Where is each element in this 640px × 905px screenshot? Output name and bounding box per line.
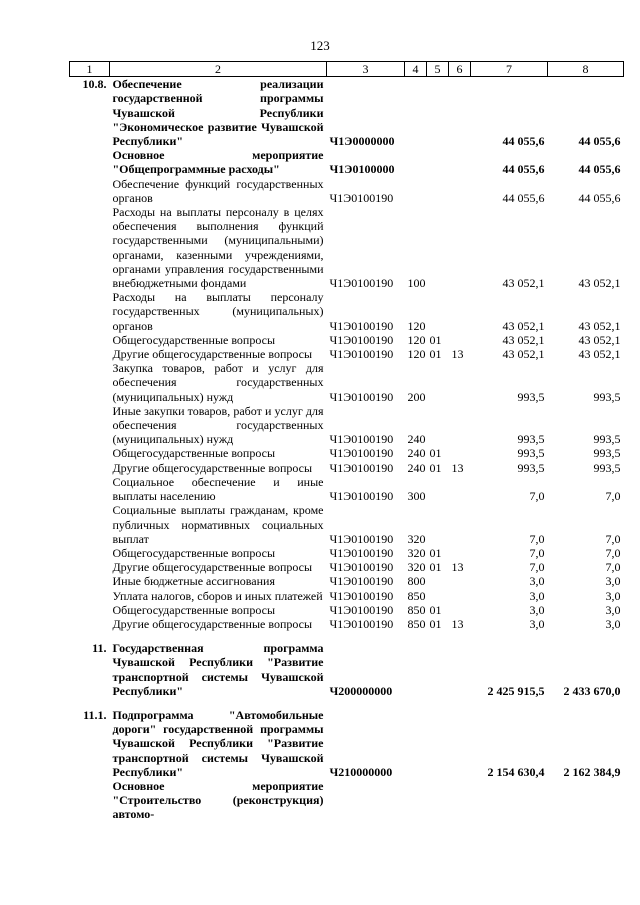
row-name: Государственная программа Чувашской Республики "Развитие транспортной системы Чувашской Республики" [112, 641, 324, 698]
section: 01 [429, 446, 442, 461]
section [427, 503, 449, 546]
section: 01 [429, 347, 442, 362]
expense-type [405, 641, 427, 698]
target-code: Ч1Э0100190 [329, 460, 394, 475]
row-name: Основное мероприятие "Общепрограммные расходы" [112, 148, 324, 177]
target-code: Ч210000000 [329, 764, 393, 779]
subsection [449, 290, 471, 333]
amount-col8: 43 052,1 [578, 347, 621, 362]
table-row [70, 779, 624, 822]
row-name: Другие общегосударственные вопросы [112, 347, 313, 362]
subsection [449, 603, 471, 617]
target-code: Ч1Э0100190 [329, 432, 394, 447]
row-number [70, 560, 110, 574]
amount-col8: 7,0 [605, 560, 621, 575]
expense-type: 240 [407, 446, 426, 461]
amount-col7 [471, 779, 548, 822]
subsection [449, 589, 471, 603]
amount-col8: 993,5 [593, 446, 621, 461]
expense-type: 120 [407, 332, 426, 347]
row-number [70, 347, 110, 361]
subsection [449, 333, 471, 347]
expense-type: 320 [407, 545, 426, 560]
table-row [70, 503, 624, 546]
section [427, 290, 449, 333]
section: 01 [429, 616, 442, 631]
spacer-row [70, 631, 624, 641]
amount-col8: 3,0 [605, 574, 621, 589]
amount-col8 [548, 779, 624, 822]
amount-col8: 44 055,6 [578, 190, 621, 205]
row-number: 11. [92, 641, 107, 656]
spacer-cell [70, 631, 624, 641]
row-number [70, 446, 110, 460]
expense-type: 300 [407, 489, 426, 504]
amount-col7: 44 055,6 [502, 134, 545, 149]
page-number: 123 [310, 38, 330, 53]
table-row [70, 589, 624, 603]
section [427, 205, 449, 290]
subsection [449, 77, 471, 149]
amount-col7: 43 052,1 [502, 276, 545, 291]
target-code: Ч1Э0100190 [329, 347, 394, 362]
amount-col7: 44 055,6 [502, 190, 545, 205]
row-name: Закупка товаров, работ и услуг для обеспечения государственных (муниципальных) нужд [112, 361, 324, 404]
target-code: Ч1Э0100190 [329, 602, 394, 617]
subsection [449, 708, 471, 779]
subsection [449, 546, 471, 560]
expense-type: 120 [407, 318, 426, 333]
table-row [70, 77, 624, 149]
column-header: 4 [405, 62, 427, 77]
amount-col7: 993,5 [517, 460, 545, 475]
expense-type [405, 148, 427, 176]
amount-col7: 7,0 [529, 560, 545, 575]
amount-col7: 43 052,1 [502, 332, 545, 347]
spacer-cell [70, 698, 624, 708]
subsection: 13 [451, 347, 464, 362]
expense-type [405, 708, 427, 779]
row-number [70, 779, 110, 822]
section [427, 708, 449, 779]
amount-col8: 44 055,6 [578, 134, 621, 149]
row-number [70, 589, 110, 603]
table-row [70, 347, 624, 361]
amount-col8: 993,5 [593, 432, 621, 447]
row-name: Обеспечение функций государственных органов [112, 176, 324, 205]
column-header: 8 [548, 62, 624, 77]
row-name: Другие общегосударственные вопросы [112, 560, 313, 575]
expense-type [405, 177, 427, 205]
expense-type: 850 [407, 588, 426, 603]
amount-col8: 7,0 [605, 531, 621, 546]
target-code: Ч1Э0100190 [329, 332, 394, 347]
amount-col8: 993,5 [593, 460, 621, 475]
target-code: Ч1Э0100190 [329, 276, 394, 291]
row-name: Общегосударственные вопросы [112, 602, 276, 617]
row-name: Расходы на выплаты персоналу в целях обеспечения выполнения функций государственными (муниципальными) органами, казенными учреждениями, органами управления государственными внебюджетными фондами [112, 205, 324, 291]
row-name: Обеспечение реализации государственной программы Чувашской Республики "Экономическое развитие Чувашской Республики" [112, 77, 324, 149]
row-number [70, 290, 110, 333]
row-name: Социальные выплаты гражданам, кроме публичных нормативных социальных выплат [112, 503, 324, 546]
target-code: Ч1Э0100190 [329, 446, 394, 461]
expense-type [405, 77, 427, 149]
subsection: 13 [451, 560, 464, 575]
expense-type: 850 [407, 616, 426, 631]
expense-type: 240 [407, 460, 426, 475]
target-code: Ч1Э0100190 [329, 545, 394, 560]
target-code: Ч1Э0000000 [329, 134, 395, 149]
target-code: Ч1Э0100190 [329, 616, 394, 631]
row-name: Подпрограмма "Автомобильные дороги" государственной программы Чувашской Республики "Развитие транспортной системы Чувашской Республики" [112, 707, 324, 779]
section [427, 475, 449, 503]
row-number [70, 503, 110, 546]
amount-col8: 43 052,1 [578, 318, 621, 333]
amount-col8: 2 162 384,9 [563, 764, 621, 779]
subsection [449, 404, 471, 447]
section [427, 641, 449, 698]
amount-col7: 3,0 [529, 588, 545, 603]
row-number [70, 546, 110, 560]
table-row [70, 361, 624, 404]
section: 01 [429, 545, 442, 560]
target-code: Ч1Э0100190 [329, 560, 394, 575]
section [427, 404, 449, 447]
row-number: 10.8. [82, 77, 107, 92]
column-header: 3 [327, 62, 405, 77]
section [427, 361, 449, 404]
target-code: Ч1Э0100190 [329, 489, 394, 504]
amount-col8: 3,0 [605, 602, 621, 617]
subsection [449, 779, 471, 822]
row-number [70, 148, 110, 176]
row-number: 11.1. [83, 707, 107, 722]
amount-col8: 44 055,6 [578, 162, 621, 177]
table-header-row [70, 62, 624, 77]
table-row [70, 546, 624, 560]
row-number [70, 603, 110, 617]
amount-col7: 3,0 [529, 616, 545, 631]
column-header: 1 [70, 62, 110, 77]
table-row [70, 475, 624, 503]
budget-table [69, 61, 624, 822]
amount-col8: 3,0 [605, 616, 621, 631]
subsection [449, 446, 471, 460]
row-name: Общегосударственные вопросы [112, 545, 276, 560]
section [427, 589, 449, 603]
target-code: Ч1Э0100000 [329, 162, 395, 177]
row-number [70, 333, 110, 347]
section: 01 [429, 460, 442, 475]
subsection [449, 361, 471, 404]
subsection [449, 503, 471, 546]
amount-col7: 2 425 915,5 [487, 683, 545, 698]
column-header: 7 [471, 62, 548, 77]
row-number [70, 475, 110, 503]
subsection [449, 205, 471, 290]
amount-col7: 993,5 [517, 432, 545, 447]
row-number [70, 205, 110, 290]
section [427, 177, 449, 205]
target-code: Ч1Э0100190 [329, 190, 394, 205]
subsection: 13 [451, 616, 464, 631]
amount-col8: 7,0 [605, 489, 621, 504]
subsection [449, 177, 471, 205]
amount-col8: 2 433 670,0 [563, 683, 621, 698]
target-code: Ч1Э0100190 [329, 531, 394, 546]
expense-type: 320 [407, 560, 426, 575]
target-code: Ч1Э0100190 [329, 389, 394, 404]
column-header: 6 [449, 62, 471, 77]
expense-type [405, 779, 427, 822]
table-row [70, 333, 624, 347]
row-name: Общегосударственные вопросы [112, 446, 276, 461]
row-number [70, 461, 110, 475]
subsection [449, 574, 471, 588]
amount-col7: 7,0 [529, 531, 545, 546]
table-row [70, 177, 624, 205]
amount-col7: 43 052,1 [502, 347, 545, 362]
row-name: Иные бюджетные ассигнования [112, 574, 275, 589]
spacer-row [70, 698, 624, 708]
table-row [70, 148, 624, 176]
section [427, 574, 449, 588]
amount-col8: 3,0 [605, 588, 621, 603]
expense-type: 200 [407, 389, 426, 404]
amount-col8: 7,0 [605, 545, 621, 560]
table-row [70, 708, 624, 779]
section: 01 [429, 332, 442, 347]
row-number [70, 404, 110, 447]
expense-type: 100 [407, 276, 426, 291]
section: 01 [429, 602, 442, 617]
amount-col7: 3,0 [529, 574, 545, 589]
amount-col8: 993,5 [593, 389, 621, 404]
section [427, 148, 449, 176]
table-row [70, 461, 624, 475]
expense-type: 320 [407, 531, 426, 546]
table-row [70, 603, 624, 617]
expense-type: 120 [407, 347, 426, 362]
table-row [70, 574, 624, 588]
row-name: Иные закупки товаров, работ и услуг для обеспечения государственных (муниципальных) нужд [112, 403, 324, 447]
target-code [327, 779, 405, 822]
subsection: 13 [451, 460, 464, 475]
section: 01 [429, 560, 442, 575]
table-row [70, 446, 624, 460]
amount-col7: 2 154 630,4 [487, 764, 545, 779]
section [427, 779, 449, 822]
row-number [70, 617, 110, 631]
amount-col7: 7,0 [529, 545, 545, 560]
target-code: Ч1Э0100190 [329, 574, 394, 589]
table-row [70, 205, 624, 290]
amount-col7: 7,0 [529, 489, 545, 504]
row-name: Другие общегосударственные вопросы [112, 616, 313, 631]
target-code: Ч1Э0100190 [329, 588, 394, 603]
column-header: 2 [110, 62, 327, 77]
table-row [70, 617, 624, 631]
table-row [70, 641, 624, 698]
row-name: Другие общегосударственные вопросы [112, 460, 313, 475]
table-row [70, 404, 624, 447]
amount-col8: 43 052,1 [578, 276, 621, 291]
subsection [449, 641, 471, 698]
amount-col7: 43 052,1 [502, 318, 545, 333]
amount-col7: 993,5 [517, 389, 545, 404]
expense-type: 240 [407, 432, 426, 447]
row-name: Общегосударственные вопросы [112, 332, 276, 347]
row-name: Уплата налогов, сборов и иных платежей [112, 588, 323, 603]
table-row [70, 560, 624, 574]
row-name: Расходы на выплаты персоналу государственных (муниципальных) органов [112, 290, 324, 333]
target-code: Ч1Э0100190 [329, 318, 394, 333]
row-number [70, 574, 110, 588]
expense-type: 850 [407, 602, 426, 617]
row-name: Основное мероприятие "Строительство (реконструкция) автомо- [112, 778, 324, 822]
amount-col7: 993,5 [517, 446, 545, 461]
amount-col7: 44 055,6 [502, 162, 545, 177]
column-header: 5 [427, 62, 449, 77]
row-name: Социальное обеспечение и иные выплаты населению [112, 474, 324, 504]
table-row [70, 290, 624, 333]
amount-col8: 43 052,1 [578, 332, 621, 347]
amount-col7: 3,0 [529, 602, 545, 617]
section [427, 77, 449, 149]
row-number [70, 177, 110, 205]
subsection [449, 148, 471, 176]
target-code: Ч200000000 [329, 683, 393, 698]
expense-type: 800 [407, 574, 426, 589]
row-number [70, 361, 110, 404]
subsection [449, 475, 471, 503]
